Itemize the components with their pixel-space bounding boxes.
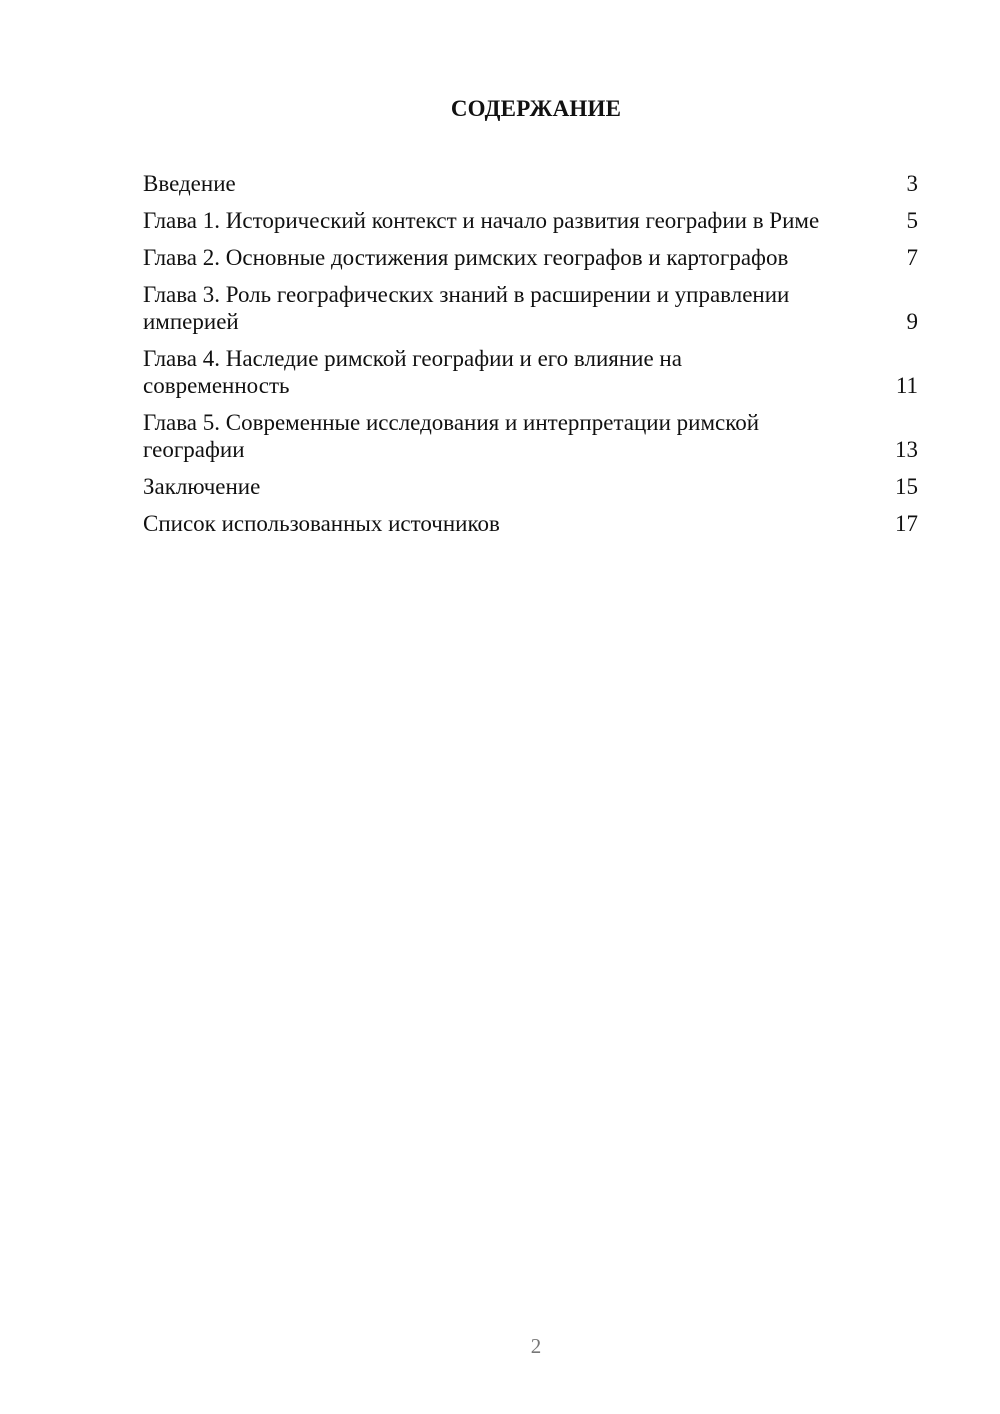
toc-entry-title: Список использованных источников <box>143 511 500 536</box>
toc-entry-page: 13 <box>895 437 918 462</box>
toc-entry-page: 17 <box>895 511 918 536</box>
toc-entry-page: 9 <box>906 309 918 334</box>
toc-entry-title: Введение <box>143 171 236 196</box>
toc-entry-page: 15 <box>895 474 918 499</box>
toc-entry <box>143 345 918 399</box>
table-of-contents <box>143 170 918 547</box>
toc-entry-title: Глава 5. Современные исследования и интерпретации римской географии <box>143 410 760 462</box>
toc-entry-title: Глава 4. Наследие римской географии и его влияние на современность <box>143 346 682 398</box>
toc-entry-page: 11 <box>895 373 918 398</box>
toc-entry-page: 5 <box>906 208 918 233</box>
toc-entry-title: Глава 1. Исторический контекст и начало развития географии в Риме <box>143 208 820 233</box>
toc-entry <box>143 473 918 500</box>
toc-entry-title: Глава 2. Основные достижения римских географов и картографов <box>143 245 789 270</box>
toc-entry <box>143 244 918 271</box>
page-title: СОДЕРЖАНИЕ <box>450 96 622 121</box>
toc-entry <box>143 409 918 463</box>
toc-entry-page: 7 <box>906 245 918 270</box>
toc-entry <box>143 170 918 197</box>
toc-entry <box>143 207 918 234</box>
toc-entry-title: Глава 3. Роль географических знаний в расширении и управлении империей <box>143 282 790 334</box>
toc-entry <box>143 281 918 335</box>
toc-entry <box>143 510 918 537</box>
page-number: 2 <box>530 1334 542 1358</box>
toc-entry-page: 3 <box>906 171 918 196</box>
toc-entry-title: Заключение <box>143 474 261 499</box>
